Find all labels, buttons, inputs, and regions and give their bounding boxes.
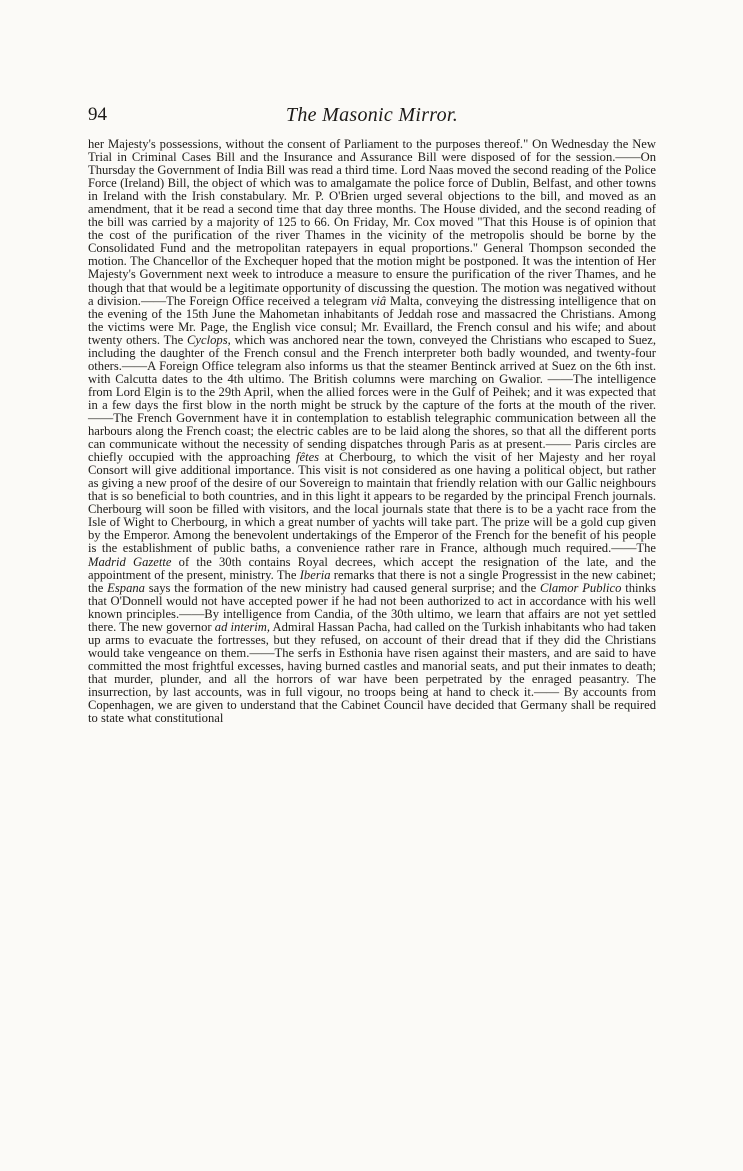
page-number: 94: [88, 104, 107, 125]
italic-run: Madrid Gazette: [88, 554, 172, 569]
text-run: says the formation of the new ministry had caused general surprise; and the: [144, 580, 540, 595]
italic-run: Clamor Publico: [539, 580, 622, 595]
text-run: of the 30th contains Royal decrees, which accept the resignation of the late, and the appointment of the present, ministry. The: [88, 554, 656, 582]
italic-run: Iberia: [299, 567, 331, 582]
text-run: remarks that there is not a single Progressist in the new cabinet; the: [88, 567, 657, 595]
page-header: [88, 104, 656, 134]
italic-run: fêtes: [295, 450, 320, 465]
running-title: The Masonic Mirror.: [285, 104, 459, 126]
text-run: Admiral Hassan Pacha, had called on the Turkish inhabitants who had taken up arms to evacuate the fortresses, but they refused, on account of their dread that if they did the Christians would take vengeance on them.——The serfs in Esthonia have risen against their masters, and are said to have committed the most frightful excesses, having burned castles and manorial seats, and put their inmates to death; that murder, plunder, and all the horrors of war have been perpetrated by the enraged peasantry. The insurrection, by last accounts, was in full vigour, no troops being at hand to check it.—— By accounts from Copenhagen, we are given to understand that the Cabinet Council have decided that Germany shall be required to state what constitutional: [88, 619, 656, 726]
text-run: at Cherbourg, to which the visit of her Majesty and her royal Consort will give additional importance. This visit is not considered as one having a political object, but rather as giving a new proof of the desire of our Sovereign to maintain that friendly relation with our Gallic neighbours that is so beneficial to both countries, and in this light it appears to be regarded by the principal French journals. Cherbourg will soon be filled with visitors, and the local journals state that there is to be a yacht race from the Isle of Wight to Cherbourg, in which a great number of yachts will take part. The prize will be a gold cup given by the Emperor. Among the benevolent undertakings of the Emperor of the French for the benefit of his people is the establishment of public baths, a convenience rather rare in France, although much required.——The: [88, 450, 656, 556]
italic-run: ad interim,: [214, 619, 271, 634]
text-run: Malta, conveying the distressing intelligence that on the evening of the 15th June the Mahometan inhabitants of Jeddah rose and massacred the Christians. Among the victims were Mr. Page, the English vice consul; Mr. Evaillard, the French consul and his wife; and about twenty others. The: [88, 293, 656, 347]
italic-run: viâ: [370, 293, 387, 308]
body-paragraph: [88, 138, 656, 725]
italic-run: Espana: [107, 580, 145, 595]
text-run: her Majesty's possessions, without the consent of Parliament to the purposes thereof." On Wednesday the New Trial in Criminal Cases Bill and the Insurance and Assurance Bill were disposed of for the session.——On Thursday the Government of India Bill was read a third time. Lord Naas moved the second reading of the Police Force (Ireland) Bill, the object of which was to amalgamate the police force of Dublin, Belfast, and other towns in Ireland with the Irish constabulary. Mr. P. O'Brien urged several objections to the bill, and moved as an amendment, that it be read a second time that day three months. The House divided, and the second reading of the bill was carried by a majority of 125 to 66. On Friday, Mr. Cox moved "That this House is of opinion that the cost of the purification of the river Thames in the vicinity of the metropolis should be borne by the Consolidated Fund and the metropolitan ratepayers in equal proportions." General Thompson seconded the motion. The Chancellor of the Exchequer hoped that the motion might be postponed. It was the intention of Her Majesty's Government next week to introduce a measure to ensure the purification of the river Thames, and he though that that would be a legitimate opportunity of discussing the question. The motion was negatived without a division.——The Foreign Office received a telegram: [88, 137, 656, 308]
text-run: thinks that O'Donnell would not have accepted power if he had not been authorized to act in accordance with his well known principles.——By intelligence from Candia, of the 30th ultimo, we learn that affairs are not yet settled there. The new governor: [88, 580, 656, 634]
text-run: which was anchored near the town, conveyed the Christians who escaped to Suez, including the daughter of the French consul and the French interpreter both badly wounded, and twenty-four others.——A Foreign Office telegram also informs us that the steamer Bentinck arrived at Suez on the 6th inst. with Calcutta dates to the 4th ultimo. The British columns were marching on Gwalior. ——The intelligence from Lord Elgin is to the 29th April, when the allied forces were in the Gulf of Peihek; and it was expected that in a few days the first blow in the north might be struck by the capture of the forts at the mouth of the river. ——The French Government have it in contemplation to establish telegraphic communication between all the harbours along the French coast; the electric cables are to be laid along the shores, so that all the different ports can communicate without the necessity of sending dispatches through Paris as at present.—— Paris circles are chiefly occupied with the approaching: [88, 332, 656, 465]
italic-run: Cyclops,: [187, 332, 231, 347]
